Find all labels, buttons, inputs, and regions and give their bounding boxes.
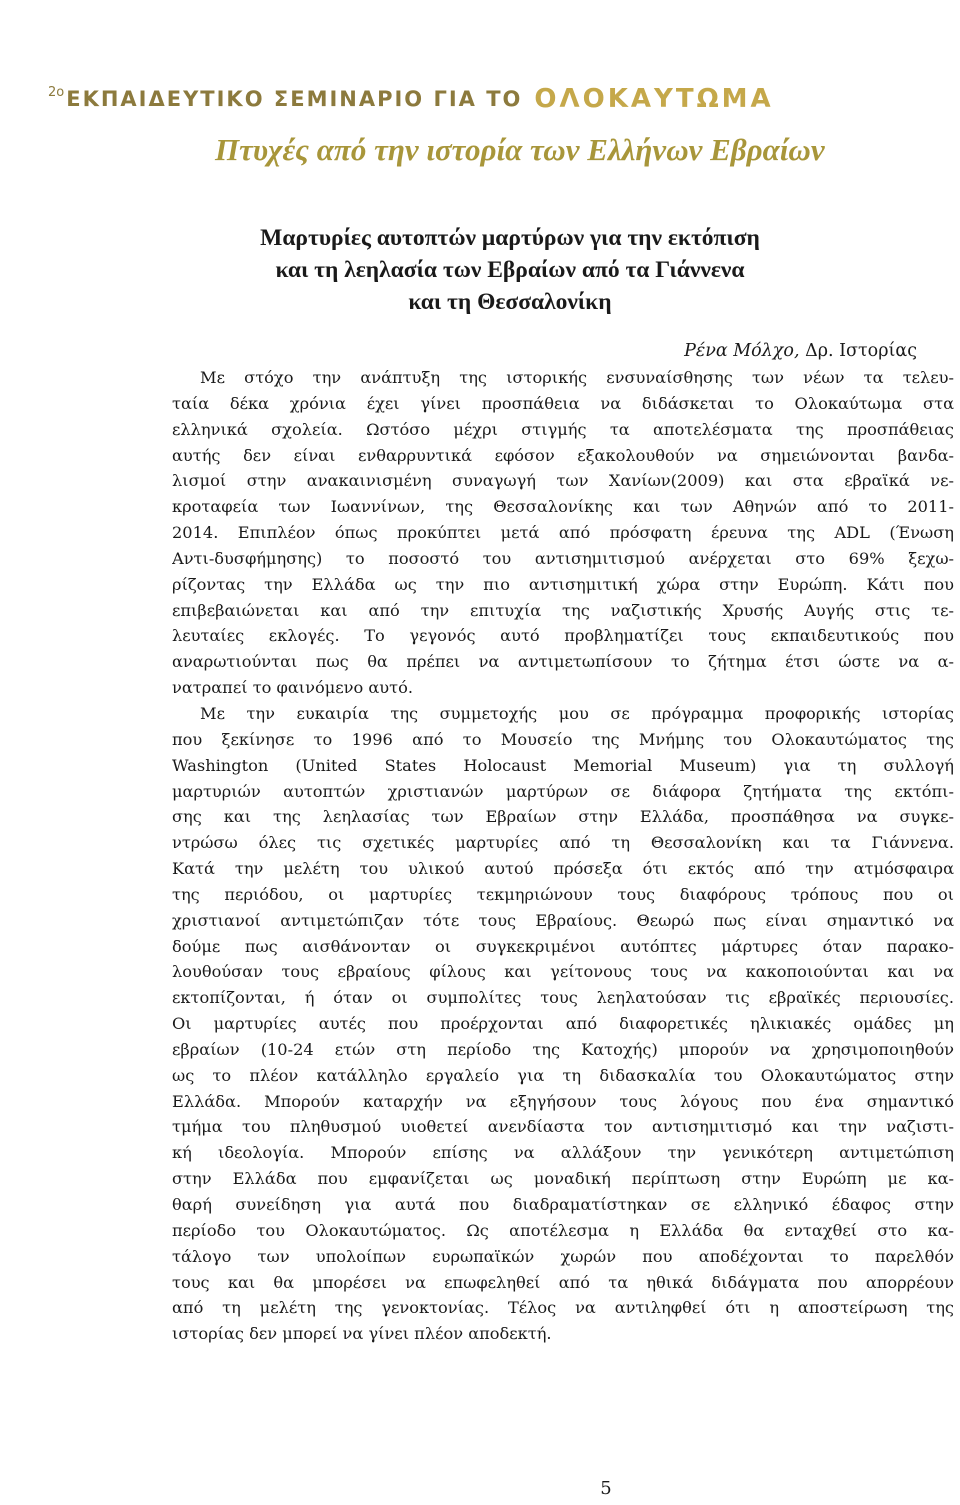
article-title-line: και τη Θεσσαλονίκη xyxy=(408,289,612,315)
page-number: 5 xyxy=(600,1478,612,1499)
body-line: κροταφεία των Ιωαννίνων, της Θεσσαλονίκης και των Αθηνών από το 2011- xyxy=(172,497,954,517)
body-line: χριστιανοί αντιμετώπιζαν τότε τους Εβραίους. Θεωρώ πως είναι σημαντικό να xyxy=(172,910,954,930)
body-line: Οι μαρτυρίες αυτές που προέρχονται από διαφορετικές ηλικιακές ομάδες μη xyxy=(172,1014,954,1034)
body-line: λευταίες εκλογές. Το γεγονός αυτό προβληματίζει τους εκπαιδευτικούς που xyxy=(172,626,954,646)
body-line: εβραίων (10-24 ετών στη περίοδο της Κατοχής) μπορούν να χρησιμοποιηθούν xyxy=(172,1039,954,1059)
body-line: σης και της λεηλασίας των Εβραίων στην Ελλάδα, προσπάθησα να συγκε- xyxy=(172,807,954,827)
article-title-line: Μαρτυρίες αυτοπτών μαρτύρων για την εκτόπιση xyxy=(260,225,760,251)
body-line: περίοδο του Ολοκαυτώματος. Ως αποτέλεσμα η Ελλάδα θα ενταχθεί στο κα- xyxy=(172,1220,954,1240)
body-line: Washington (United States Holocaust Memorial Museum) για τη συλλογή xyxy=(172,755,954,775)
body-line: Αντι-δυσφήμησης) το ποσοστό του αντισημιτισμού ανέρχεται στο 69% ξεχω- xyxy=(172,548,954,568)
body-line: δούμε πως αισθάνονταν οι συγκεκριμένοι αυτόπτες μάρτυρες όταν παρακο- xyxy=(172,936,954,956)
author-name: Ρένα Μόλχο, xyxy=(684,341,800,361)
body-line: νατραπεί το φαινόμενο αυτό. xyxy=(172,678,413,698)
body-line: 2014. Επιπλέον όπως προκύπτει μετά από πρόσφατη έρευνα της ADL (Ένωση xyxy=(172,523,954,543)
body-line: της περιόδου, οι μαρτυρίες τεκμηριώνουν τους διαφόρους τρόπους που οι xyxy=(172,884,954,904)
seminar-label: ΕΚΠΑΙΔΕΥΤΙΚΟ ΣΕΜΙΝΑΡΙΟ ΓΙΑ ΤΟ xyxy=(66,87,523,111)
body-line: λουθούσαν τους εβραίους φίλους και γείτονους τους να κακοποιούνται και να xyxy=(172,962,954,982)
body-line: Ελλάδα. Μπορούν καταρχήν να εξηγήσουν τους λόγους που ένα σημαντικό xyxy=(172,1091,954,1111)
author-line xyxy=(684,341,917,361)
body-line: αναρωτιούνται πως θα πρέπει να αντιμετωπίσουν το ζήτημα έτσι ώστε να α- xyxy=(172,652,954,672)
seminar-header xyxy=(48,84,774,114)
body-line: αυτής δεν είναι ενθαρρυντικά εφόσον εξακολουθούν να σημειώνονται βανδα- xyxy=(172,445,954,465)
body-line: στην Ελλάδα που εμφανίζεται ως μοναδική περίπτωση στην Ευρώπη με κα- xyxy=(172,1169,954,1189)
body-line: εκτοπίζονται, ή όταν οι συμπολίτες τους λεηλατούσαν τις εβραϊκές περιουσίες. xyxy=(172,988,954,1008)
body-line: τμήμα του πληθυσμού υιοθετεί ανενδίαστα τον αντισημιτισμό και την ναζιστι- xyxy=(172,1117,954,1137)
body-line: ελληνικά σχολεία. Ωστόσο μέχρι στιγμής τα αποτελέσματα της προσπάθειας xyxy=(172,419,954,439)
body-line: τους και θα μπορέσει να επωφεληθεί από τα ηθικά διδάγματα που απορρέουν xyxy=(172,1272,954,1292)
body-line: ιστορίας δεν μπορεί να γίνει πλέον αποδεκτή. xyxy=(172,1324,552,1344)
body-line: που ξεκίνησε το 1996 από το Μουσείο της Μνήμης του Ολοκαυτώματος της xyxy=(172,729,954,749)
body-line: κή ιδεολογία. Μπορούν επίσης να αλλάξουν την γενικότερη αντιμετώπιση xyxy=(172,1143,954,1163)
section-title: Πτυχές από την ιστορία των Ελλήνων Εβραίων xyxy=(215,132,825,167)
body-line: τάλογο των υπολοίπων ευρωπαϊκών χωρών που αποδέχονται το παρελθόν xyxy=(172,1246,954,1266)
body-line: επιβεβαιώνεται και από την επιτυχία της ναζιστικής Χρυσής Αυγής στις τε- xyxy=(172,600,954,620)
body-line: ως το πλέον κατάλληλο εργαλείο για τη διδασκαλία του Ολοκαυτώματος στην xyxy=(172,1065,954,1085)
seminar-topic: ΟΛΟΚΑΥΤΩΜΑ xyxy=(534,84,774,114)
article-title xyxy=(150,222,870,318)
body-line: ντρώσω όλες τις σχετικές μαρτυρίες από τη Θεσσαλονίκη και τα Γιάννενα. xyxy=(172,833,954,853)
body-line: λισμοί στην ανακαινισμένη συναγωγή των Χανίων(2009) και στα εβραϊκά νε- xyxy=(172,471,954,491)
article-title-line: και τη λεηλασία των Εβραίων από τα Γιάννενα xyxy=(275,257,745,283)
author-role: Δρ. Ιστορίας xyxy=(805,341,917,361)
body-line: από τη μελέτη της γενοκτονίας. Τέλος να αντιληφθεί ότι η αποστείρωση της xyxy=(172,1298,954,1318)
body-line: ταία δέκα χρόνια έχει γίνει προσπάθεια να διδάσκεται το Ολοκαύτωμα στα xyxy=(172,393,954,413)
body-line: ρίζοντας την Ελλάδα ως την πιο αντισημιτική χώρα στην Ευρώπη. Κάτι που xyxy=(172,574,954,594)
body-line: μαρτυριών αυτοπτών χριστιανών μαρτύρων σε διάφορα ζητήματα της εκτόπι- xyxy=(172,781,954,801)
body-line: Με την ευκαιρία της συμμετοχής μου σε πρόγραμμα προφορικής ιστορίας xyxy=(200,703,954,723)
seminar-number: 2ο xyxy=(48,84,65,100)
body-line: Κατά την μελέτη του υλικού αυτού πρόσεξα ότι εκτός από την ατμόσφαιρα xyxy=(172,859,954,879)
article-body xyxy=(172,365,954,1347)
body-line: Με στόχο την ανάπτυξη της ιστορικής ενσυναίσθησης των νέων τα τελευ- xyxy=(200,368,954,387)
body-line: θαρή συνείδηση για αυτά που διαδραματίστηκαν σε ελληνικό έδαφος στην xyxy=(172,1195,954,1214)
